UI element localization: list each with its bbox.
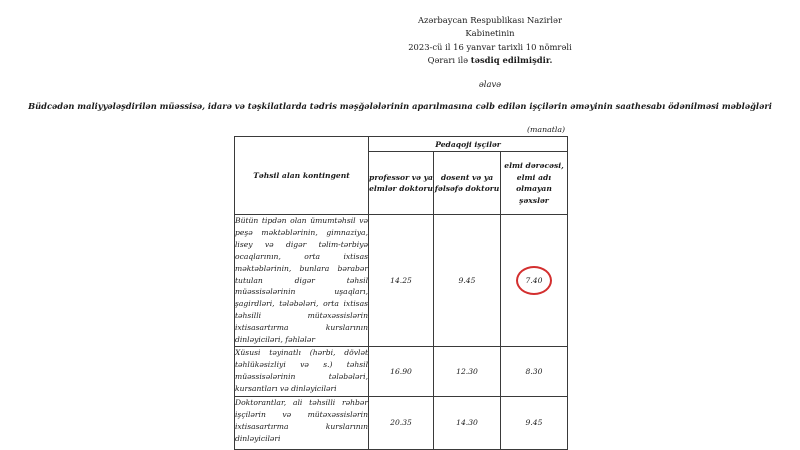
row-contingent: Xüsusi təyinatlı (hərbi, dövlət təhlükəsizliyi və s.) təhsil müəssisələrinin tələbələri, kursantları və dinləyiciləri xyxy=(235,346,369,396)
document-title: Büdcədən maliyyələşdirilən müəssisə, idarə və təşkilatlarda tədris məşğələlərinin aparılmasına cəlb edilən işçilərin əməyinin saathesabı ödənilməsi məbləğləri xyxy=(28,101,772,111)
table-row xyxy=(235,215,568,347)
row-dosent-rate: 14.30 xyxy=(434,396,501,449)
header-contingent: Təhsil alan kontingent xyxy=(235,137,369,215)
row-prof-rate: 16.90 xyxy=(369,346,434,396)
unit-label: (manatla) xyxy=(527,125,566,134)
row-dosent-rate: 12.30 xyxy=(434,346,501,396)
row-other-rate: 8.30 xyxy=(501,346,568,396)
row-other-rate: 9.45 xyxy=(501,396,568,449)
header-line-4 xyxy=(395,54,585,67)
header-no-degree: elmi dərəcəsi, elmi adı olmayan şəxslər xyxy=(501,152,568,215)
table-row xyxy=(235,346,568,396)
row-contingent: Bütün tipdən olan ümumtəhsil və peşə məktəblərinin, gimnaziya, lisey və digər təlim-tərbiyə ocaqlarının, orta ixtisas məktəblərinin, bunlara bərabər tutulan digər təhsil müəssisələrinin uşaqları, şagirdləri, tələbələri, orta ixtisas təhsilli mütəxəssislərin ixtisasartırma kurslarının dinləyiciləri, fəhlələr xyxy=(235,215,369,347)
highlight-circle xyxy=(516,266,552,295)
header-line-1: Azərbaycan Respublikası Nazirlər xyxy=(417,15,563,25)
row-prof-rate: 20.35 xyxy=(369,396,434,449)
row-dosent-rate: 9.45 xyxy=(434,215,501,347)
row-other-rate-cell xyxy=(501,215,568,347)
header-line-3: 2023-cü il 16 yanvar tarixli 10 nömrəli xyxy=(408,41,572,52)
header-approved-prefix: Qərarı ilə xyxy=(427,54,469,65)
row-contingent: Doktorantlar, ali təhsilli rəhbər işçilərin və mütəxəssislərin ixtisasartırma kurslarının dinləyiciləri xyxy=(235,396,369,449)
header-line-2: Kabinetinin xyxy=(465,28,515,39)
header-dosent: dosent və ya fəlsəfə doktoru xyxy=(434,152,501,215)
header-approved-bold: təsdiq edilmişdir. xyxy=(470,54,553,65)
annex-label: əlavə xyxy=(478,79,502,89)
header-professor: professor və ya elmlər doktoru xyxy=(369,152,434,215)
header-pedagogical-staff: Pedaqoji işçilər xyxy=(369,137,568,152)
approval-header xyxy=(395,14,585,67)
payment-rates-table xyxy=(234,136,568,450)
row-other-rate: 7.40 xyxy=(525,275,543,285)
row-prof-rate: 14.25 xyxy=(369,215,434,347)
table-row xyxy=(235,396,568,449)
